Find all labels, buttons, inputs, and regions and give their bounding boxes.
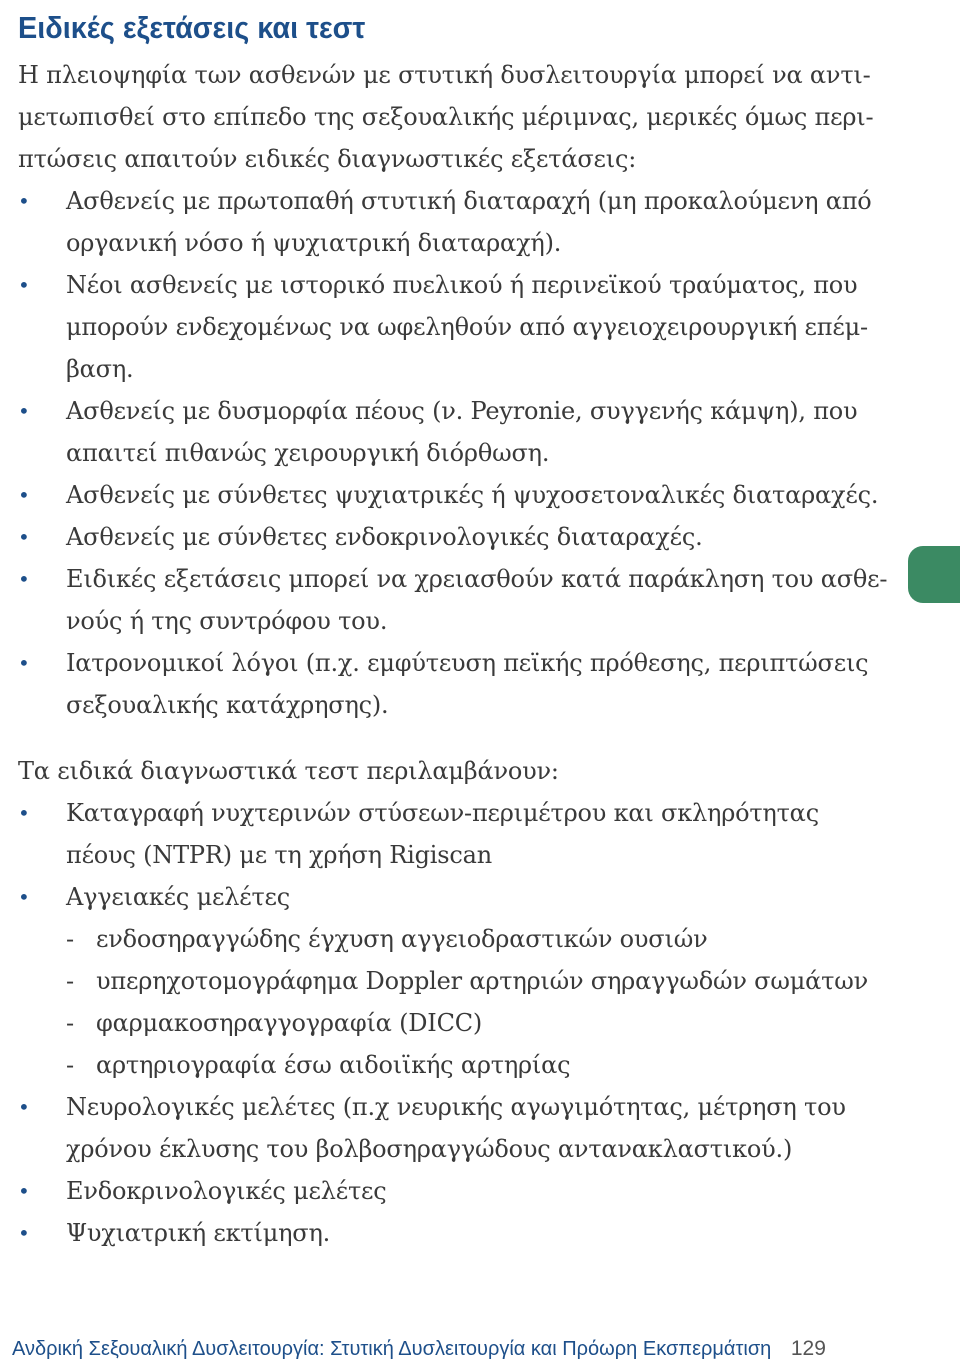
- list-item: [18, 180, 872, 222]
- test-list-item-text: χρόνου έκλυσης του βολβοσηραγγώδους αντανακλαστικού.): [66, 1135, 793, 1163]
- test-list-item: [18, 792, 828, 834]
- bullet-icon: •: [18, 885, 30, 909]
- test-sub-item: [18, 960, 868, 1002]
- bullet-icon: •: [18, 525, 30, 549]
- intro-paragraph-line: [18, 54, 871, 96]
- list-item-text: απαιτεί πιθανώς χειρουργική διόρθωση.: [66, 439, 550, 467]
- dash-marker: -: [66, 1051, 74, 1079]
- list-item-text: Ασθενείς με πρωτοπαθή στυτική διαταραχή (μη προκαλούμενη από: [66, 187, 872, 215]
- bullet-icon: •: [18, 483, 30, 507]
- list-item: [18, 642, 869, 684]
- paragraph-gap: [18, 726, 828, 750]
- list-item: [18, 222, 828, 264]
- list-item-text: μπορούν ενδεχομένως να ωφεληθούν από αγγειοχειρουργική επέμ-: [66, 313, 868, 341]
- dash-marker: -: [66, 1009, 74, 1037]
- list-item-text: οργανική νόσο ή ψυχιατρική διαταραχή).: [66, 229, 562, 257]
- chapter-tab-marker: [908, 546, 960, 603]
- list-item-text: Ιατρονομικοί λόγοι (π.χ. εμφύτευση πεϊκής πρόθεσης, περιπτώσεις: [66, 649, 869, 677]
- intro-paragraph-line: [18, 138, 828, 180]
- list-item: [18, 390, 858, 432]
- footer-book-subtitle: Στυτική Δυσλειτουργία και Πρόωρη Εκσπερμάτιση: [330, 1338, 772, 1360]
- test-list-item: [18, 834, 828, 876]
- test-sub-item-text: φαρμακοσηραγγογραφία (DICC): [96, 1009, 483, 1037]
- bullet-icon: •: [18, 273, 30, 297]
- bullet-icon: •: [18, 399, 30, 423]
- test-list-item-text: Καταγραφή νυχτερινών στύσεων-περιμέτρου και σκληρότητας: [66, 799, 819, 827]
- list-item: [18, 474, 879, 516]
- list-item: [18, 684, 828, 726]
- bullet-icon: •: [18, 1095, 30, 1119]
- list-item-text: Ασθενείς με σύνθετες ψυχιατρικές ή ψυχοσετοναλικές διαταραχές.: [66, 481, 879, 509]
- test-sub-item-text: ενδοσηραγγώδης έγχυση αγγειοδραστικών ουσιών: [96, 925, 708, 953]
- tests-intro: [18, 750, 828, 792]
- test-sub-item-text: αρτηριογραφία έσω αιδοιϊκής αρτηρίας: [96, 1051, 571, 1079]
- list-item: [18, 600, 828, 642]
- test-list-item-text: Ενδοκρινολογικές μελέτες: [66, 1177, 387, 1205]
- test-list-item: [18, 876, 828, 918]
- list-item: [18, 558, 888, 600]
- test-sub-item-text: υπερηχοτομογράφημα Doppler αρτηριών σηραγγωδών σωμάτων: [96, 967, 868, 995]
- page-footer: [12, 1332, 826, 1366]
- bullet-icon: •: [18, 1179, 30, 1203]
- dash-marker: -: [66, 925, 74, 953]
- intro-paragraph-line: [18, 96, 874, 138]
- test-sub-item: [18, 1002, 828, 1044]
- bullet-icon: •: [18, 1221, 30, 1245]
- test-list-item: [18, 1128, 828, 1170]
- section-title: Ειδικές εξετάσεις και τεστ: [18, 10, 366, 45]
- test-list-item: [18, 1086, 846, 1128]
- body-content: [18, 54, 888, 1254]
- list-item-text: Ειδικές εξετάσεις μπορεί να χρειασθούν κατά παράκληση του ασθε-: [66, 565, 888, 593]
- list-item: [18, 432, 828, 474]
- list-item: [18, 306, 868, 348]
- list-item-text: Ασθενείς με σύνθετες ενδοκρινολογικές διαταραχές.: [66, 523, 703, 551]
- bullet-icon: •: [18, 651, 30, 675]
- list-item: [18, 348, 828, 390]
- intro-paragraph-line-text: πτώσεις απαιτούν ειδικές διαγνωστικές εξετάσεις:: [18, 145, 637, 173]
- list-item-text: βαση.: [66, 355, 134, 383]
- list-item-text: νούς ή της συντρόφου του.: [66, 607, 388, 635]
- footer-book-title: Ανδρική Σεξουαλική Δυσλειτουργία:: [12, 1338, 325, 1360]
- test-sub-item: [18, 1044, 828, 1086]
- dash-marker: -: [66, 967, 74, 995]
- list-item: [18, 516, 828, 558]
- test-list-item-text: Νευρολογικές μελέτες (π.χ νευρικής αγωγιμότητας, μέτρηση του: [66, 1093, 846, 1121]
- test-sub-item: [18, 918, 828, 960]
- list-item-text: Νέοι ασθενείς με ιστορικό πυελικού ή περινεϊκού τραύματος, που: [66, 271, 858, 299]
- test-list-item-text: Αγγειακές μελέτες: [66, 883, 291, 911]
- intro-paragraph-line-text: μετωπισθεί στο επίπεδο της σεξουαλικής μέριμνας, μερικές όμως περι-: [18, 103, 874, 131]
- test-list-item: [18, 1212, 828, 1254]
- bullet-icon: •: [18, 189, 30, 213]
- bullet-icon: •: [18, 567, 30, 591]
- test-list-item-text: Ψυχιατρική εκτίμηση.: [66, 1219, 331, 1247]
- list-item-text: Ασθενείς με δυσμορφία πέους (ν. Peyronie, συγγενής κάμψη), που: [66, 397, 858, 425]
- test-list-item-text: πέους (NTPR) με τη χρήση Rigiscan: [66, 841, 492, 869]
- tests-intro-text: Τα ειδικά διαγνωστικά τεστ περιλαμβάνουν:: [18, 757, 559, 785]
- list-item-text: σεξουαλικής κατάχρησης).: [66, 691, 389, 719]
- intro-paragraph-line-text: Η πλειοψηφία των ασθενών με στυτική δυσλειτουργία μπορεί να αντι-: [18, 61, 871, 89]
- test-list-item: [18, 1170, 828, 1212]
- list-item: [18, 264, 858, 306]
- bullet-icon: •: [18, 801, 30, 825]
- page-number: 129: [790, 1337, 826, 1360]
